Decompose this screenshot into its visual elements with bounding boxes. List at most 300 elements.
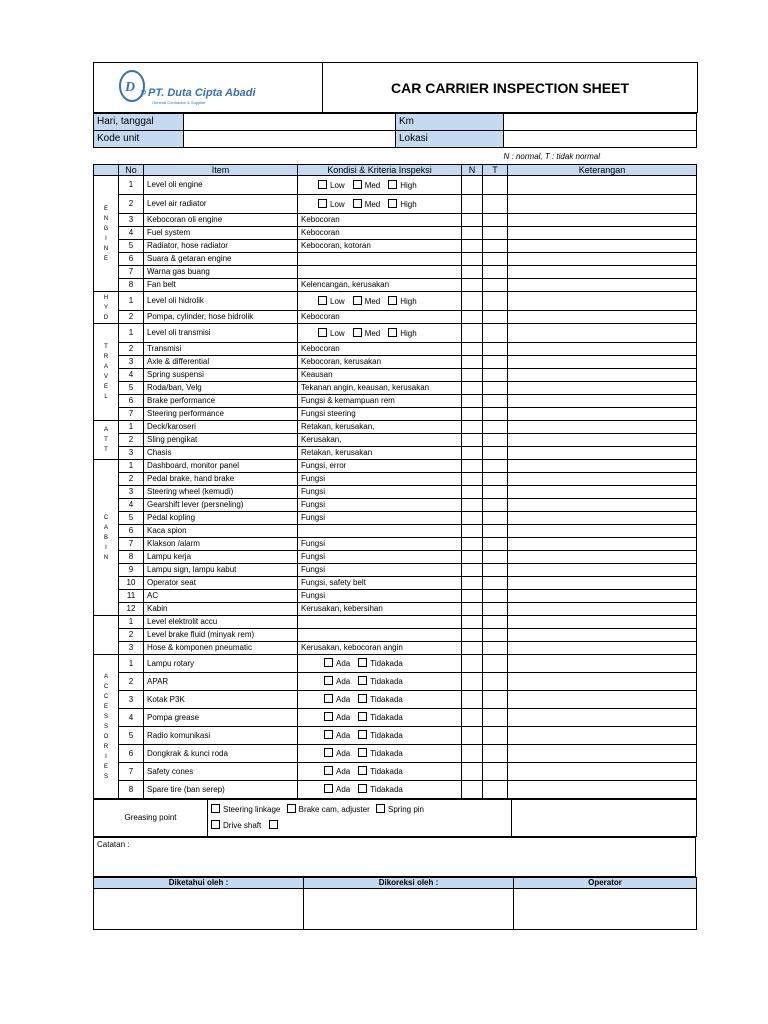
row-kondisi: Tekanan angin, keausan, kerusakan [298, 382, 462, 395]
row-item: Spare tire (ban serep) [144, 781, 298, 799]
row-number: 4 [119, 709, 144, 727]
row-number: 4 [119, 369, 144, 382]
row-n-field[interactable] [462, 473, 483, 486]
row-n-field[interactable] [462, 279, 483, 292]
row-number: 5 [119, 512, 144, 525]
row-n-field[interactable] [462, 447, 483, 460]
row-kondisi: Kebocoran [298, 227, 462, 240]
row-kondisi: Fungsi, error [298, 460, 462, 473]
table-row [94, 214, 697, 227]
row-item: Steering wheel (kemudi) [144, 486, 298, 499]
row-t-field[interactable] [483, 253, 508, 266]
row-t-field[interactable] [483, 447, 508, 460]
row-t-field[interactable] [483, 499, 508, 512]
row-kondisi: Kebocoran, kotoran [298, 240, 462, 253]
row-t-field[interactable] [483, 745, 508, 763]
row-n-field[interactable] [462, 673, 483, 691]
row-t-field[interactable] [483, 460, 508, 473]
row-keterangan-field[interactable] [508, 781, 697, 799]
tidak-ada-checkbox[interactable] [358, 676, 367, 685]
row-t-field[interactable] [483, 434, 508, 447]
row-number: 6 [119, 395, 144, 408]
row-t-field[interactable] [483, 227, 508, 240]
company-logo [94, 63, 323, 112]
row-t-field[interactable] [483, 176, 508, 195]
row-keterangan-field[interactable] [508, 266, 697, 279]
row-n-field[interactable] [462, 629, 483, 642]
row-t-field[interactable] [483, 525, 508, 538]
km-label: Km [396, 114, 504, 131]
operator-signature-field[interactable] [514, 889, 697, 930]
row-t-field[interactable] [483, 421, 508, 434]
row-keterangan-field[interactable] [508, 525, 697, 538]
row-n-field[interactable] [462, 512, 483, 525]
section-label [94, 616, 119, 655]
row-keterangan-field[interactable] [508, 590, 697, 603]
km-field[interactable] [504, 114, 697, 131]
row-kondisi: Fungsi [298, 551, 462, 564]
row-n-field[interactable] [462, 240, 483, 253]
table-row [94, 408, 697, 421]
row-kondisi [298, 691, 462, 709]
hari-tanggal-field[interactable] [184, 114, 396, 131]
row-n-field[interactable] [462, 590, 483, 603]
brake-cam-checkbox[interactable] [287, 804, 296, 813]
row-kondisi: Retakan, kerusakan, [298, 421, 462, 434]
table-row [94, 551, 697, 564]
table-row [94, 577, 697, 590]
tidak-ada-checkbox[interactable] [358, 712, 367, 721]
section-label: T R A V E L [94, 324, 119, 421]
row-keterangan-field[interactable] [508, 343, 697, 356]
table-row [94, 512, 697, 525]
greasing-label: Greasing point [94, 800, 208, 837]
row-t-field[interactable] [483, 195, 508, 214]
tidak-ada-option-label: Tidakada [370, 731, 403, 740]
table-row [94, 356, 697, 369]
row-item: Gearshift lever (persneling) [144, 499, 298, 512]
ada-option-label: Ada [336, 713, 351, 722]
row-number: 8 [119, 781, 144, 799]
row-keterangan-field[interactable] [508, 512, 697, 525]
drive-shaft-checkbox[interactable] [211, 820, 220, 829]
row-kondisi: Kebocoran [298, 311, 462, 324]
row-item: Operator seat [144, 577, 298, 590]
extra-checkbox[interactable] [269, 820, 278, 829]
row-keterangan-field[interactable] [508, 292, 697, 311]
ada-checkbox[interactable] [324, 676, 333, 685]
row-t-field[interactable] [483, 473, 508, 486]
section-label: E N G I N E [94, 176, 119, 292]
row-kondisi [298, 745, 462, 763]
row-t-field[interactable] [483, 486, 508, 499]
row-keterangan-field[interactable] [508, 253, 697, 266]
row-n-field[interactable] [462, 727, 483, 745]
row-keterangan-field[interactable] [508, 727, 697, 745]
row-keterangan-field[interactable] [508, 176, 697, 195]
row-kondisi [298, 763, 462, 781]
row-n-field[interactable] [462, 434, 483, 447]
row-keterangan-field[interactable] [508, 691, 697, 709]
table-row [94, 616, 697, 629]
ada-checkbox[interactable] [324, 712, 333, 721]
row-n-field[interactable] [462, 253, 483, 266]
tidak-ada-option-label: Tidakada [370, 695, 403, 704]
row-kondisi: Fungsi [298, 590, 462, 603]
row-number: 11 [119, 590, 144, 603]
row-t-field[interactable] [483, 240, 508, 253]
row-keterangan-field[interactable] [508, 486, 697, 499]
row-keterangan-field[interactable] [508, 356, 697, 369]
inspection-table [93, 164, 697, 799]
row-t-field[interactable] [483, 673, 508, 691]
dikoreksi-label: Dikoreksi oleh : [304, 878, 514, 889]
row-number: 2 [119, 629, 144, 642]
row-kondisi: Kelencangan, kerusakan [298, 279, 462, 292]
high-checkbox[interactable] [388, 199, 397, 208]
row-keterangan-field[interactable] [508, 311, 697, 324]
row-t-field[interactable] [483, 691, 508, 709]
row-n-field[interactable] [462, 311, 483, 324]
row-number: 7 [119, 763, 144, 781]
row-number: 1 [119, 324, 144, 343]
row-item: Kotak P3K [144, 691, 298, 709]
table-row [94, 266, 697, 279]
row-n-field[interactable] [462, 408, 483, 421]
row-kondisi: Fungsi [298, 473, 462, 486]
tidak-ada-checkbox[interactable] [358, 784, 367, 793]
row-number: 7 [119, 266, 144, 279]
high-checkbox[interactable] [388, 180, 397, 189]
row-keterangan-field[interactable] [508, 655, 697, 673]
row-keterangan-field[interactable] [508, 603, 697, 616]
row-t-field[interactable] [483, 279, 508, 292]
row-kondisi [298, 324, 462, 343]
low-option-label: Low [330, 199, 345, 209]
table-row [94, 473, 697, 486]
row-t-field[interactable] [483, 629, 508, 642]
inspection-sheet [93, 62, 696, 930]
row-n-field[interactable] [462, 551, 483, 564]
row-keterangan-field[interactable] [508, 538, 697, 551]
row-keterangan-field[interactable] [508, 324, 697, 343]
row-number: 2 [119, 343, 144, 356]
row-n-field[interactable] [462, 195, 483, 214]
row-t-field[interactable] [483, 727, 508, 745]
sheet-header [93, 62, 698, 113]
row-kondisi [298, 292, 462, 311]
row-item: Radio komunikasi [144, 727, 298, 745]
row-n-field[interactable] [462, 763, 483, 781]
greasing-notes[interactable] [512, 800, 697, 837]
row-number: 2 [119, 673, 144, 691]
table-row [94, 311, 697, 324]
row-n-field[interactable] [462, 266, 483, 279]
table-row [94, 343, 697, 356]
table-row [94, 253, 697, 266]
row-keterangan-field[interactable] [508, 577, 697, 590]
row-n-field[interactable] [462, 616, 483, 629]
row-t-field[interactable] [483, 655, 508, 673]
spring-pin-checkbox[interactable] [376, 804, 385, 813]
steering-linkage-checkbox[interactable] [211, 804, 220, 813]
high-checkbox[interactable] [388, 296, 397, 305]
row-keterangan-field[interactable] [508, 408, 697, 421]
high-option-label: High [400, 328, 417, 338]
row-keterangan-field[interactable] [508, 499, 697, 512]
row-n-field[interactable] [462, 227, 483, 240]
table-row [94, 781, 697, 799]
row-t-field[interactable] [483, 577, 508, 590]
row-n-field[interactable] [462, 603, 483, 616]
ada-checkbox[interactable] [324, 730, 333, 739]
section-label: A C C E S S O R I E S [94, 655, 119, 799]
row-keterangan-field[interactable] [508, 551, 697, 564]
row-number: 6 [119, 525, 144, 538]
row-n-field[interactable] [462, 369, 483, 382]
row-n-field[interactable] [462, 745, 483, 763]
row-item: Kaca spion [144, 525, 298, 538]
table-row [94, 486, 697, 499]
col-n: N [462, 165, 483, 176]
row-keterangan-field[interactable] [508, 421, 697, 434]
low-checkbox[interactable] [318, 180, 327, 189]
row-keterangan-field[interactable] [508, 214, 697, 227]
col-item: Item [144, 165, 298, 176]
table-row [94, 727, 697, 745]
row-n-field[interactable] [462, 691, 483, 709]
row-keterangan-field[interactable] [508, 745, 697, 763]
high-checkbox[interactable] [388, 328, 397, 337]
hari-tanggal-label: Hari, tanggal [94, 114, 184, 131]
kode-unit-field[interactable] [184, 131, 396, 148]
ada-option-label: Ada [336, 749, 351, 758]
row-t-field[interactable] [483, 564, 508, 577]
row-keterangan-field[interactable] [508, 382, 697, 395]
table-row [94, 525, 697, 538]
dikoreksi-signature-field[interactable] [304, 889, 514, 930]
table-row [94, 195, 697, 214]
row-kondisi: Fungsi [298, 564, 462, 577]
row-number: 4 [119, 227, 144, 240]
table-row [94, 673, 697, 691]
row-n-field[interactable] [462, 395, 483, 408]
row-t-field[interactable] [483, 781, 508, 799]
col-keterangan: Keterangan [508, 165, 697, 176]
col-section [94, 165, 119, 176]
row-number: 4 [119, 499, 144, 512]
diketahui-signature-field[interactable] [94, 889, 304, 930]
row-n-field[interactable] [462, 356, 483, 369]
row-t-field[interactable] [483, 642, 508, 655]
lokasi-field[interactable] [504, 131, 697, 148]
row-keterangan-field[interactable] [508, 240, 697, 253]
row-kondisi [298, 616, 462, 629]
table-row [94, 434, 697, 447]
row-item: Roda/ban, Velg [144, 382, 298, 395]
table-row [94, 369, 697, 382]
section-label: H Y D [94, 292, 119, 324]
row-t-field[interactable] [483, 266, 508, 279]
row-t-field[interactable] [483, 616, 508, 629]
row-n-field[interactable] [462, 460, 483, 473]
row-t-field[interactable] [483, 369, 508, 382]
table-row [94, 629, 697, 642]
table-row [94, 395, 697, 408]
info-table [93, 113, 697, 148]
row-n-field[interactable] [462, 781, 483, 799]
table-row [94, 709, 697, 727]
row-t-field[interactable] [483, 311, 508, 324]
row-item: Steering performance [144, 408, 298, 421]
row-number: 1 [119, 616, 144, 629]
row-n-field[interactable] [462, 564, 483, 577]
catatan-label: Catatan : [97, 840, 130, 849]
high-option-label: High [400, 296, 417, 306]
table-row [94, 499, 697, 512]
row-keterangan-field[interactable] [508, 709, 697, 727]
row-t-field[interactable] [483, 395, 508, 408]
med-option-label: Med [364, 328, 381, 338]
row-item: Transmisi [144, 343, 298, 356]
med-checkbox[interactable] [353, 199, 362, 208]
row-item: Spring suspensi [144, 369, 298, 382]
med-checkbox[interactable] [353, 328, 362, 337]
row-n-field[interactable] [462, 655, 483, 673]
row-t-field[interactable] [483, 408, 508, 421]
row-keterangan-field[interactable] [508, 564, 697, 577]
diketahui-label: Diketahui oleh : [94, 878, 304, 889]
row-n-field[interactable] [462, 538, 483, 551]
row-t-field[interactable] [483, 324, 508, 343]
row-kondisi: Kerusakan, kebersihan [298, 603, 462, 616]
row-item: Level air radiator [144, 195, 298, 214]
row-t-field[interactable] [483, 603, 508, 616]
tidak-ada-checkbox[interactable] [358, 748, 367, 757]
row-t-field[interactable] [483, 382, 508, 395]
greasing-table [93, 799, 697, 837]
row-number: 6 [119, 745, 144, 763]
row-n-field[interactable] [462, 486, 483, 499]
tidak-ada-checkbox[interactable] [358, 766, 367, 775]
row-t-field[interactable] [483, 356, 508, 369]
row-item: Level oli hidrolik [144, 292, 298, 311]
low-checkbox[interactable] [318, 199, 327, 208]
row-item: Axle & differential [144, 356, 298, 369]
med-checkbox[interactable] [353, 180, 362, 189]
row-n-field[interactable] [462, 577, 483, 590]
row-n-field[interactable] [462, 642, 483, 655]
low-option-label: Low [330, 296, 345, 306]
ada-option-label: Ada [336, 785, 351, 794]
row-t-field[interactable] [483, 590, 508, 603]
row-keterangan-field[interactable] [508, 369, 697, 382]
row-kondisi [298, 673, 462, 691]
row-keterangan-field[interactable] [508, 460, 697, 473]
row-item: Lampu sign, lampu kabut [144, 564, 298, 577]
catatan-field[interactable] [94, 838, 696, 877]
row-n-field[interactable] [462, 292, 483, 311]
table-row [94, 564, 697, 577]
row-t-field[interactable] [483, 512, 508, 525]
table-row [94, 176, 697, 195]
row-keterangan-field[interactable] [508, 279, 697, 292]
row-number: 3 [119, 214, 144, 227]
tidak-ada-option-label: Tidakada [370, 713, 403, 722]
row-t-field[interactable] [483, 551, 508, 564]
row-n-field[interactable] [462, 214, 483, 227]
row-kondisi: Fungsi [298, 538, 462, 551]
row-keterangan-field[interactable] [508, 616, 697, 629]
tidak-ada-checkbox[interactable] [358, 658, 367, 667]
row-item: Fuel system [144, 227, 298, 240]
row-keterangan-field[interactable] [508, 629, 697, 642]
row-keterangan-field[interactable] [508, 434, 697, 447]
low-checkbox[interactable] [318, 296, 327, 305]
table-row [94, 691, 697, 709]
row-n-field[interactable] [462, 382, 483, 395]
row-kondisi [298, 655, 462, 673]
low-checkbox[interactable] [318, 328, 327, 337]
sheet-title: CAR CARRIER INSPECTION SHEET [390, 79, 630, 96]
row-keterangan-field[interactable] [508, 195, 697, 214]
row-kondisi: Fungsi steering [298, 408, 462, 421]
row-item: Sling pengikat [144, 434, 298, 447]
ada-checkbox[interactable] [324, 766, 333, 775]
row-n-field[interactable] [462, 421, 483, 434]
row-keterangan-field[interactable] [508, 763, 697, 781]
med-checkbox[interactable] [353, 296, 362, 305]
row-t-field[interactable] [483, 709, 508, 727]
row-n-field[interactable] [462, 709, 483, 727]
table-row [94, 279, 697, 292]
row-number: 3 [119, 447, 144, 460]
row-t-field[interactable] [483, 343, 508, 356]
ada-checkbox[interactable] [324, 694, 333, 703]
row-t-field[interactable] [483, 292, 508, 311]
row-number: 2 [119, 195, 144, 214]
row-t-field[interactable] [483, 763, 508, 781]
row-n-field[interactable] [462, 499, 483, 512]
row-keterangan-field[interactable] [508, 447, 697, 460]
row-number: 3 [119, 642, 144, 655]
row-n-field[interactable] [462, 176, 483, 195]
row-kondisi [298, 195, 462, 214]
row-n-field[interactable] [462, 525, 483, 538]
row-t-field[interactable] [483, 214, 508, 227]
row-keterangan-field[interactable] [508, 673, 697, 691]
row-n-field[interactable] [462, 343, 483, 356]
row-t-field[interactable] [483, 538, 508, 551]
row-keterangan-field[interactable] [508, 473, 697, 486]
row-kondisi: Kerusakan, [298, 434, 462, 447]
row-keterangan-field[interactable] [508, 395, 697, 408]
low-option-label: Low [330, 180, 345, 190]
tidak-ada-checkbox[interactable] [358, 730, 367, 739]
ada-checkbox[interactable] [324, 658, 333, 667]
row-number: 1 [119, 176, 144, 195]
ada-checkbox[interactable] [324, 748, 333, 757]
row-keterangan-field[interactable] [508, 642, 697, 655]
row-number: 9 [119, 564, 144, 577]
company-tagline-text: General Contractor & Supplier [152, 100, 206, 105]
row-kondisi: Fungsi & kemampuan rem [298, 395, 462, 408]
row-n-field[interactable] [462, 324, 483, 343]
row-kondisi [298, 727, 462, 745]
tidak-ada-checkbox[interactable] [358, 694, 367, 703]
ada-checkbox[interactable] [324, 784, 333, 793]
row-keterangan-field[interactable] [508, 227, 697, 240]
